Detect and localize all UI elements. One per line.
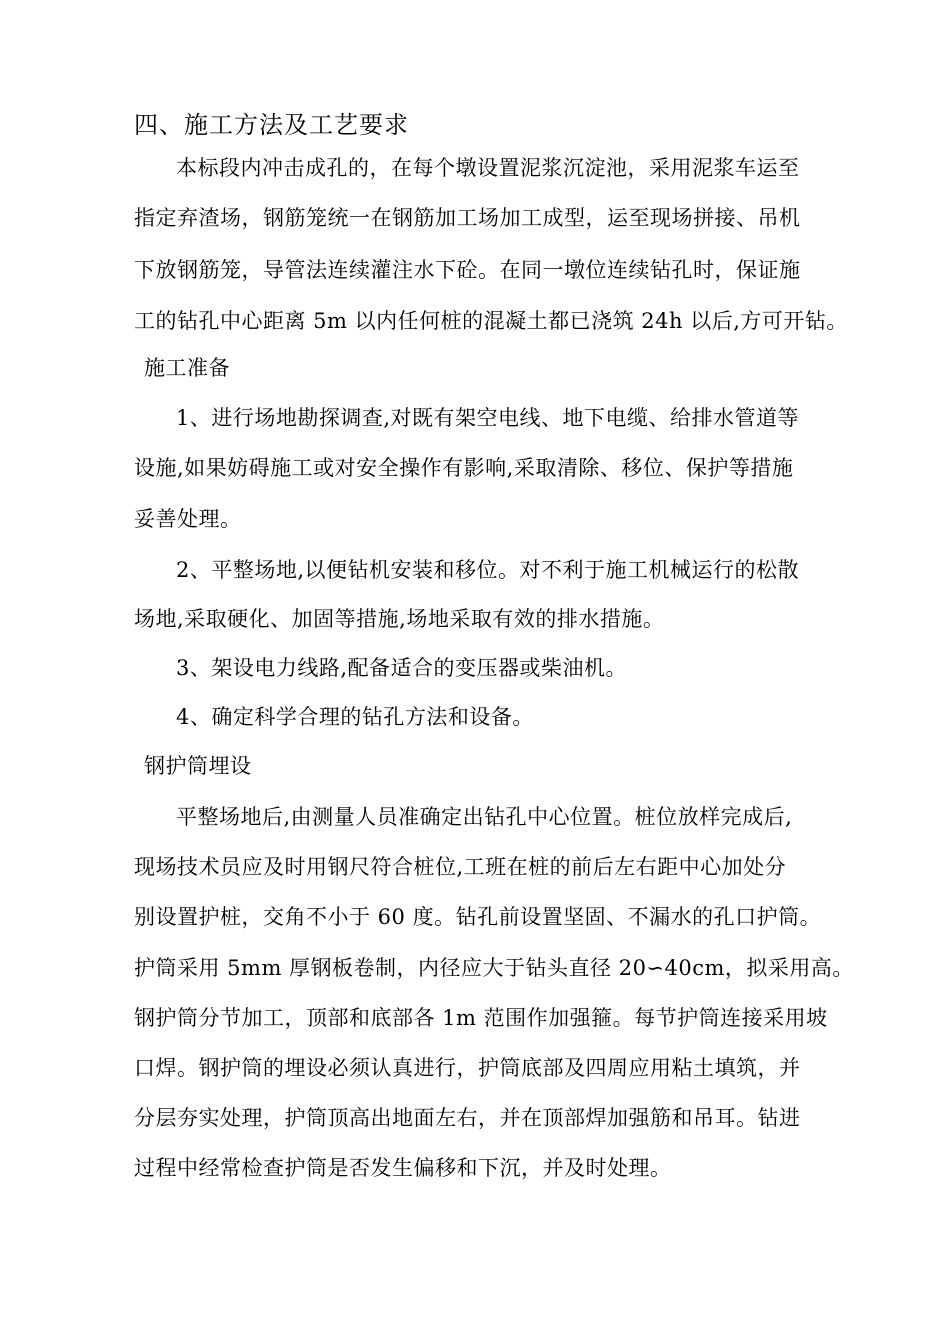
item1-line-1: 1、进行场地勘探调查,对既有架空电线、地下电缆、给排水管道等	[176, 406, 800, 430]
casing-line-6: 口焊。钢护筒的埋设必须认真进行，护筒底部及四周应用粘土填筑，并	[134, 1056, 801, 1080]
intro-line-3: 下放钢筋笼，导管法连续灌注水下砼。在同一墩位连续钻孔时，保证施	[134, 258, 801, 282]
casing-line-2: 现场技术员应及时用钢尺符合桩位,工班在桩的前后左右距中心加处分	[134, 855, 787, 879]
casing-line-8: 过程中经常检查护筒是否发生偏移和下沉，并及时处理。	[134, 1156, 672, 1180]
casing-line-5: 钢护筒分节加工，顶部和底部各 1m 范围作加强箍。每节护筒连接采用坡	[134, 1006, 828, 1030]
intro-line-4: 工的钻孔中心距离 5m 以内任何桩的混凝土都已浇筑 24h 以后,方可开钻。	[134, 309, 848, 333]
casing-line-3: 别设置护桩，交角不小于 60 度。钻孔前设置坚固、不漏水的孔口护筒。	[134, 905, 822, 929]
item3-line: 3、架设电力线路,配备适合的变压器或柴油机。	[176, 656, 628, 680]
item1-line-3: 妥善处理。	[134, 507, 242, 531]
intro-line-1: 本标段内冲击成孔的，在每个墩设置泥浆沉淀池，采用泥浆车运至	[176, 156, 800, 180]
casing-line-7: 分层夯实处理，护筒顶高出地面左右，并在顶部焊加强筋和吊耳。钻进	[134, 1106, 801, 1130]
casing-line-1: 平整场地后,由测量人员准确定出钻孔中心位置。桩位放样完成后,	[176, 805, 793, 829]
section-title: 四、施工方法及工艺要求	[134, 111, 409, 139]
item2-line-2: 场地,采取硬化、加固等措施,场地采取有效的排水措施。	[134, 607, 665, 631]
item4-line: 4、确定科学合理的钻孔方法和设备。	[176, 705, 534, 729]
item2-line-1: 2、平整场地,以便钻机安装和移位。对不利于施工机械运行的松散	[176, 558, 800, 582]
intro-line-2: 指定弃渣场，钢筋笼统一在钢筋加工场加工成型，运至现场拼接、吊机	[134, 206, 801, 230]
subsection-title-preparation: 施工准备	[144, 356, 230, 380]
item1-line-2: 设施,如果妨碍施工或对安全操作有影响,采取清除、移位、保护等措施	[134, 456, 794, 480]
casing-line-4: 护筒采用 5mm 厚钢板卷制，内径应大于钻头直径 20∽40cm，拟采用高。	[134, 956, 854, 980]
subsection-title-casing: 钢护筒埋设	[144, 754, 252, 778]
